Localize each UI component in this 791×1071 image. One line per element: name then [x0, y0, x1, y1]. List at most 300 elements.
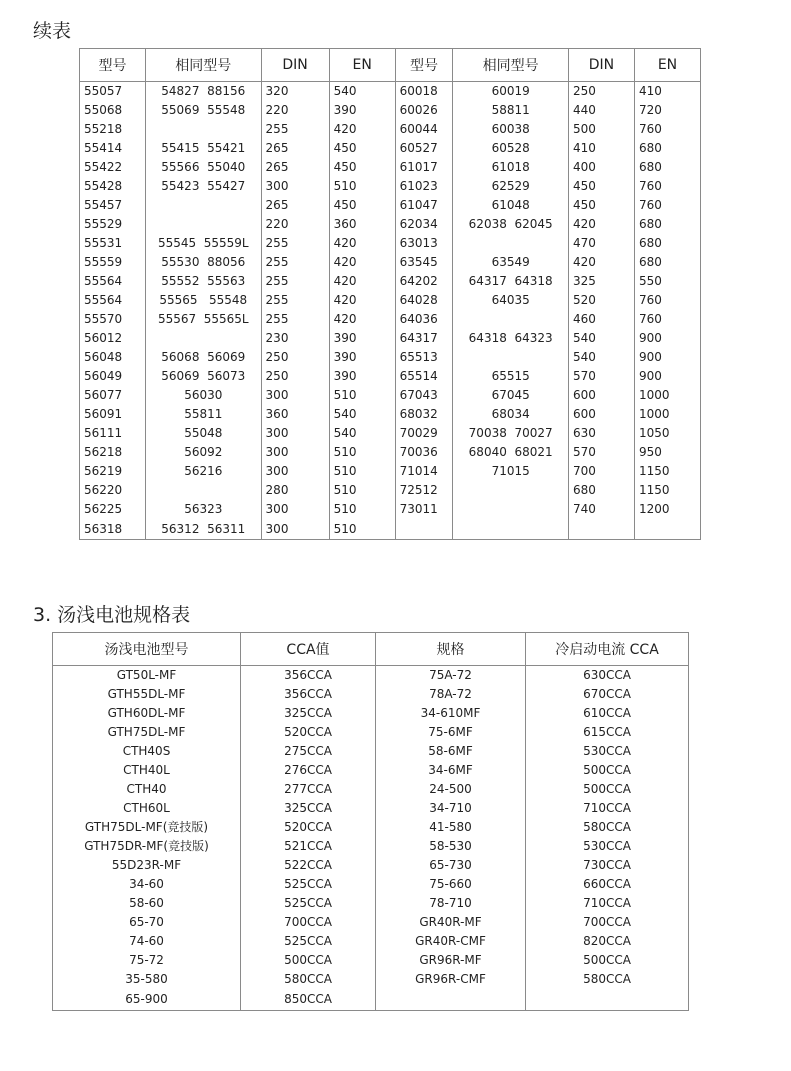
- table-cell: 65515: [453, 367, 569, 386]
- table-cell: 850CCA: [241, 989, 376, 1011]
- table-cell: 56077: [80, 386, 146, 405]
- table-row: [80, 424, 701, 443]
- table-row: [80, 196, 701, 215]
- table-cell: GTH75DL-MF(竞技版): [53, 818, 241, 837]
- table-cell: 900: [634, 329, 700, 348]
- table-cell: 680: [634, 253, 700, 272]
- model-equivalence-table: [79, 48, 701, 540]
- table-cell: 65513: [395, 348, 453, 367]
- table-cell: 55529: [80, 215, 146, 234]
- table-cell: 34-710: [376, 799, 526, 818]
- table-cell: 1150: [634, 462, 700, 481]
- table-cell: 265: [261, 158, 329, 177]
- table-cell: 265: [261, 139, 329, 158]
- table-cell: 500: [568, 120, 634, 139]
- table-cell: 680: [634, 234, 700, 253]
- table-cell: 58811: [453, 101, 569, 120]
- table-row: [80, 367, 701, 386]
- table-cell: 277CCA: [241, 780, 376, 799]
- table-cell: 450: [568, 196, 634, 215]
- table-cell: 35-580: [53, 970, 241, 989]
- table-cell: 56219: [80, 462, 146, 481]
- table-cell: 64028: [395, 291, 453, 310]
- table-cell: 1000: [634, 405, 700, 424]
- table-cell: 56049: [80, 367, 146, 386]
- table-cell: GTH75DL-MF: [53, 723, 241, 742]
- table-cell: 75A-72: [376, 666, 526, 686]
- continued-table-title: 续表: [33, 20, 72, 42]
- table-cell: 58-60: [53, 894, 241, 913]
- table-cell: 64318 64323: [453, 329, 569, 348]
- table-cell: 63013: [395, 234, 453, 253]
- table-row: [53, 799, 689, 818]
- table-cell: 510: [329, 519, 395, 540]
- table-cell: 61018: [453, 158, 569, 177]
- table-cell: 420: [329, 234, 395, 253]
- table-cell: GR96R-MF: [376, 951, 526, 970]
- table-cell: 65-70: [53, 913, 241, 932]
- table-row: [80, 234, 701, 253]
- table-cell: 220: [261, 101, 329, 120]
- table-cell: 540: [329, 405, 395, 424]
- table-cell: 56218: [80, 443, 146, 462]
- table-row: [53, 837, 689, 856]
- table-cell: [453, 348, 569, 367]
- table-cell: 72512: [395, 481, 453, 500]
- table-cell: [146, 329, 262, 348]
- table-row: [80, 82, 701, 102]
- table-row: [53, 685, 689, 704]
- table-cell: 75-72: [53, 951, 241, 970]
- table-row: [53, 932, 689, 951]
- table-cell: 55559: [80, 253, 146, 272]
- table-row: [53, 818, 689, 837]
- table-cell: 450: [329, 139, 395, 158]
- table-cell: 660CCA: [526, 875, 689, 894]
- table-cell: 410: [634, 82, 700, 102]
- table-cell: 520: [568, 291, 634, 310]
- table-cell: 720: [634, 101, 700, 120]
- table-cell: 55566 55040: [146, 158, 262, 177]
- column-header: 冷启动电流 CCA: [526, 633, 689, 666]
- table-cell: 55D23R-MF: [53, 856, 241, 875]
- column-header: DIN: [568, 49, 634, 82]
- table-cell: 65-730: [376, 856, 526, 875]
- table-header-row: [53, 633, 689, 666]
- table-cell: GTH55DL-MF: [53, 685, 241, 704]
- table-cell: 500CCA: [241, 951, 376, 970]
- table-cell: [634, 519, 700, 540]
- table-cell: 510: [329, 481, 395, 500]
- table-cell: 250: [261, 348, 329, 367]
- table-cell: 740: [568, 500, 634, 519]
- table-cell: 55545 55559L: [146, 234, 262, 253]
- table-cell: 525CCA: [241, 875, 376, 894]
- table-cell: 55068: [80, 101, 146, 120]
- table-row: [80, 519, 701, 540]
- table-cell: 63545: [395, 253, 453, 272]
- table-cell: 220: [261, 215, 329, 234]
- table-cell: 525CCA: [241, 894, 376, 913]
- table-row: [80, 310, 701, 329]
- table-cell: 70038 70027: [453, 424, 569, 443]
- table-cell: 530CCA: [526, 742, 689, 761]
- table-cell: 300: [261, 500, 329, 519]
- table-cell: 460: [568, 310, 634, 329]
- table-cell: 68034: [453, 405, 569, 424]
- table-cell: 55570: [80, 310, 146, 329]
- table-cell: 300: [261, 177, 329, 196]
- table-cell: 280: [261, 481, 329, 500]
- table-cell: 760: [634, 120, 700, 139]
- table-cell: 510: [329, 386, 395, 405]
- table-cell: 60018: [395, 82, 453, 102]
- table-cell: 60026: [395, 101, 453, 120]
- table-cell: 356CCA: [241, 666, 376, 686]
- table-cell: 62038 62045: [453, 215, 569, 234]
- table-cell: 610CCA: [526, 704, 689, 723]
- table-row: [80, 101, 701, 120]
- table-cell: 900: [634, 367, 700, 386]
- column-header: CCA值: [241, 633, 376, 666]
- table-cell: [453, 310, 569, 329]
- table-cell: GT50L-MF: [53, 666, 241, 686]
- table-cell: 61023: [395, 177, 453, 196]
- table-cell: 56225: [80, 500, 146, 519]
- table-row: [80, 405, 701, 424]
- table-cell: 525CCA: [241, 932, 376, 951]
- column-header: 规格: [376, 633, 526, 666]
- table-cell: 60528: [453, 139, 569, 158]
- section-title: 3. 汤浅电池规格表: [33, 604, 191, 626]
- table-row: [53, 742, 689, 761]
- table-cell: CTH60L: [53, 799, 241, 818]
- table-cell: 78A-72: [376, 685, 526, 704]
- table-cell: CTH40L: [53, 761, 241, 780]
- table-cell: 55218: [80, 120, 146, 139]
- table-cell: 64036: [395, 310, 453, 329]
- table-cell: [453, 500, 569, 519]
- table-row: [53, 723, 689, 742]
- table-row: [53, 989, 689, 1011]
- table-cell: 55414: [80, 139, 146, 158]
- table-cell: [395, 519, 453, 540]
- table-cell: 56048: [80, 348, 146, 367]
- table-row: [80, 481, 701, 500]
- table-cell: 540: [568, 348, 634, 367]
- table-cell: 255: [261, 291, 329, 310]
- table-cell: CTH40: [53, 780, 241, 799]
- table-cell: 64202: [395, 272, 453, 291]
- table-cell: 1200: [634, 500, 700, 519]
- table-row: [53, 856, 689, 875]
- table-cell: 420: [329, 120, 395, 139]
- table-cell: 56069 56073: [146, 367, 262, 386]
- table-cell: 60019: [453, 82, 569, 102]
- table-cell: 34-610MF: [376, 704, 526, 723]
- column-header: 汤浅电池型号: [53, 633, 241, 666]
- table-cell: 71015: [453, 462, 569, 481]
- table-cell: 500CCA: [526, 780, 689, 799]
- table-row: [80, 120, 701, 139]
- table-cell: 55423 55427: [146, 177, 262, 196]
- table-cell: 410: [568, 139, 634, 158]
- table-cell: 450: [329, 196, 395, 215]
- table-cell: 580CCA: [241, 970, 376, 989]
- table-cell: GR40R-CMF: [376, 932, 526, 951]
- table-row: [80, 177, 701, 196]
- table-cell: 521CCA: [241, 837, 376, 856]
- table-cell: 470: [568, 234, 634, 253]
- table-cell: 360: [261, 405, 329, 424]
- table-cell: 760: [634, 310, 700, 329]
- table-cell: 78-710: [376, 894, 526, 913]
- table-cell: 325: [568, 272, 634, 291]
- table-cell: 680: [634, 139, 700, 158]
- table-cell: 580CCA: [526, 818, 689, 837]
- table-cell: 60038: [453, 120, 569, 139]
- table-cell: 250: [568, 82, 634, 102]
- table-cell: 320: [261, 82, 329, 102]
- table-cell: 255: [261, 310, 329, 329]
- table-cell: [568, 519, 634, 540]
- table-cell: 600: [568, 405, 634, 424]
- table-cell: 680: [568, 481, 634, 500]
- table-cell: 710CCA: [526, 799, 689, 818]
- table-cell: 390: [329, 329, 395, 348]
- table-cell: 75-6MF: [376, 723, 526, 742]
- table-cell: 530CCA: [526, 837, 689, 856]
- table-cell: 65-900: [53, 989, 241, 1011]
- table-cell: 700: [568, 462, 634, 481]
- table-cell: 67043: [395, 386, 453, 405]
- table-cell: 64317: [395, 329, 453, 348]
- table-cell: 510: [329, 177, 395, 196]
- table-cell: 700CCA: [526, 913, 689, 932]
- table-cell: 390: [329, 348, 395, 367]
- table-cell: 55069 55548: [146, 101, 262, 120]
- table-cell: 500CCA: [526, 951, 689, 970]
- column-header: 相同型号: [453, 49, 569, 82]
- table-cell: 56092: [146, 443, 262, 462]
- table-cell: 65514: [395, 367, 453, 386]
- table-cell: 730CCA: [526, 856, 689, 875]
- table-cell: 55057: [80, 82, 146, 102]
- table-cell: 1150: [634, 481, 700, 500]
- table-cell: 61047: [395, 196, 453, 215]
- table-cell: 55552 55563: [146, 272, 262, 291]
- table-cell: 390: [329, 101, 395, 120]
- table-cell: 950: [634, 443, 700, 462]
- table-cell: 520CCA: [241, 723, 376, 742]
- table-row: [80, 500, 701, 519]
- table-row: [80, 291, 701, 310]
- table-cell: 55428: [80, 177, 146, 196]
- table-cell: 41-580: [376, 818, 526, 837]
- table-cell: 356CCA: [241, 685, 376, 704]
- table-row: [80, 386, 701, 405]
- table-cell: 580CCA: [526, 970, 689, 989]
- table-cell: 420: [329, 310, 395, 329]
- table-cell: 760: [634, 196, 700, 215]
- table-cell: 450: [329, 158, 395, 177]
- table-cell: [146, 481, 262, 500]
- table-cell: 68032: [395, 405, 453, 424]
- table-cell: 300: [261, 462, 329, 481]
- table-cell: 540: [568, 329, 634, 348]
- table-cell: 325CCA: [241, 799, 376, 818]
- table-cell: 24-500: [376, 780, 526, 799]
- table-cell: 420: [329, 291, 395, 310]
- table-cell: [376, 989, 526, 1011]
- table-cell: 67045: [453, 386, 569, 405]
- table-cell: 255: [261, 253, 329, 272]
- table-cell: 56323: [146, 500, 262, 519]
- table-row: [53, 780, 689, 799]
- table-cell: GR96R-CMF: [376, 970, 526, 989]
- column-header: 型号: [80, 49, 146, 82]
- table-cell: 64317 64318: [453, 272, 569, 291]
- table-cell: 710CCA: [526, 894, 689, 913]
- table-cell: CTH40S: [53, 742, 241, 761]
- table-cell: 56220: [80, 481, 146, 500]
- table-row: [80, 443, 701, 462]
- table-row: [53, 666, 689, 686]
- table-cell: 56068 56069: [146, 348, 262, 367]
- table-cell: 68040 68021: [453, 443, 569, 462]
- table-cell: [526, 989, 689, 1011]
- table-row: [80, 139, 701, 158]
- table-cell: 55811: [146, 405, 262, 424]
- table-cell: 255: [261, 234, 329, 253]
- table-cell: 62034: [395, 215, 453, 234]
- table-row: [53, 894, 689, 913]
- table-cell: 70036: [395, 443, 453, 462]
- table-cell: [453, 234, 569, 253]
- table-cell: 74-60: [53, 932, 241, 951]
- table-cell: 55565 55548: [146, 291, 262, 310]
- table-cell: 255: [261, 120, 329, 139]
- column-header: 相同型号: [146, 49, 262, 82]
- table-cell: 615CCA: [526, 723, 689, 742]
- table-cell: 1000: [634, 386, 700, 405]
- table-row: [80, 215, 701, 234]
- table-cell: 34-6MF: [376, 761, 526, 780]
- table-cell: 760: [634, 291, 700, 310]
- table-cell: 440: [568, 101, 634, 120]
- column-header: EN: [329, 49, 395, 82]
- table-cell: 56318: [80, 519, 146, 540]
- table-cell: 510: [329, 443, 395, 462]
- table-cell: GTH60DL-MF: [53, 704, 241, 723]
- table-row: [53, 913, 689, 932]
- table-cell: 56111: [80, 424, 146, 443]
- table-cell: 255: [261, 272, 329, 291]
- table-cell: [146, 196, 262, 215]
- table-cell: [146, 215, 262, 234]
- table-cell: 34-60: [53, 875, 241, 894]
- table-cell: 420: [568, 215, 634, 234]
- column-header: EN: [634, 49, 700, 82]
- table-row: [80, 272, 701, 291]
- table-cell: 64035: [453, 291, 569, 310]
- table-cell: 250: [261, 367, 329, 386]
- table-cell: [453, 519, 569, 540]
- table-cell: 60044: [395, 120, 453, 139]
- table-row: [80, 158, 701, 177]
- table-cell: 55567 55565L: [146, 310, 262, 329]
- table-cell: 420: [329, 253, 395, 272]
- table-cell: 360: [329, 215, 395, 234]
- table-cell: 56012: [80, 329, 146, 348]
- table-cell: 55048: [146, 424, 262, 443]
- table-cell: 670CCA: [526, 685, 689, 704]
- table-cell: 510: [329, 500, 395, 519]
- column-header: 型号: [395, 49, 453, 82]
- table-cell: 56216: [146, 462, 262, 481]
- table-cell: 55564: [80, 272, 146, 291]
- table-cell: 265: [261, 196, 329, 215]
- table-cell: 400: [568, 158, 634, 177]
- table-cell: 275CCA: [241, 742, 376, 761]
- table-cell: 522CCA: [241, 856, 376, 875]
- table-cell: 680: [634, 158, 700, 177]
- table-cell: 300: [261, 386, 329, 405]
- table-cell: 420: [568, 253, 634, 272]
- table-cell: 55457: [80, 196, 146, 215]
- table-cell: 820CCA: [526, 932, 689, 951]
- table-cell: 55531: [80, 234, 146, 253]
- table-cell: 54827 88156: [146, 82, 262, 102]
- table-cell: 300: [261, 424, 329, 443]
- table-cell: 550: [634, 272, 700, 291]
- table-cell: 276CCA: [241, 761, 376, 780]
- table-cell: 70029: [395, 424, 453, 443]
- table-row: [53, 875, 689, 894]
- table-cell: 900: [634, 348, 700, 367]
- table-cell: 56312 56311: [146, 519, 262, 540]
- table-cell: 630: [568, 424, 634, 443]
- table-row: [53, 970, 689, 989]
- table-row: [53, 704, 689, 723]
- table-row: [80, 253, 701, 272]
- table-cell: 540: [329, 82, 395, 102]
- table-cell: 700CCA: [241, 913, 376, 932]
- table-row: [80, 348, 701, 367]
- table-cell: 55422: [80, 158, 146, 177]
- table-cell: 540: [329, 424, 395, 443]
- table-cell: 760: [634, 177, 700, 196]
- table-cell: 420: [329, 272, 395, 291]
- table-cell: 58-6MF: [376, 742, 526, 761]
- table-cell: 390: [329, 367, 395, 386]
- table-row: [53, 761, 689, 780]
- table-cell: 55564: [80, 291, 146, 310]
- table-cell: 500CCA: [526, 761, 689, 780]
- table-cell: 55415 55421: [146, 139, 262, 158]
- table-cell: 680: [634, 215, 700, 234]
- table-row: [80, 329, 701, 348]
- table-cell: GTH75DR-MF(竞技版): [53, 837, 241, 856]
- table-cell: 570: [568, 367, 634, 386]
- table-cell: GR40R-MF: [376, 913, 526, 932]
- table-cell: 60527: [395, 139, 453, 158]
- table-cell: 300: [261, 443, 329, 462]
- table-cell: 600: [568, 386, 634, 405]
- table-cell: 75-660: [376, 875, 526, 894]
- table-cell: 450: [568, 177, 634, 196]
- table-cell: 510: [329, 462, 395, 481]
